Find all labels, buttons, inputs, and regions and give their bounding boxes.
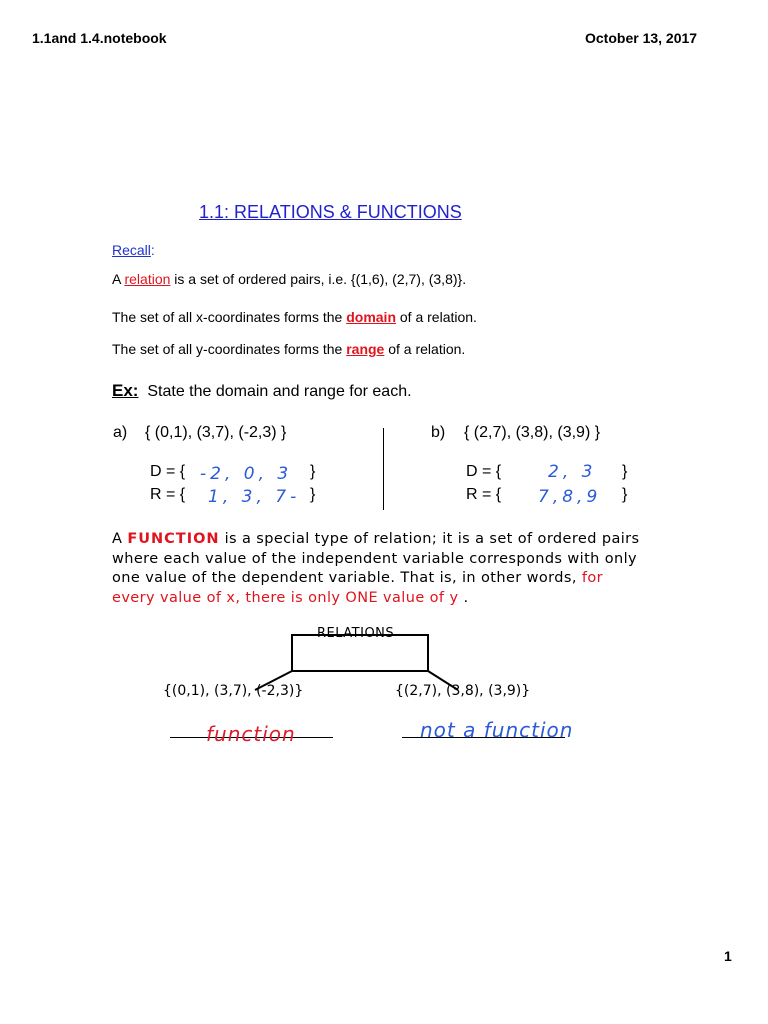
part-a-range-handwriting: 1, 3, 7-	[208, 487, 301, 507]
part-b-range-handwriting: 7,8,9	[538, 487, 602, 507]
right-example-set: {(2,7), (3,8), (3,9)}	[395, 683, 531, 699]
function-def-emphasis: for every value of x, there is only ONE value of y	[112, 570, 604, 606]
recall-colon: :	[150, 242, 155, 258]
part-b-label: b)	[431, 424, 446, 441]
part-a-domain-handwriting: -2, 0, 3	[200, 464, 293, 484]
relation-def-pre: A	[112, 271, 125, 287]
page-title: 1.1: RELATIONS & FUNCTIONS	[199, 202, 462, 222]
ex-label: Ex:	[112, 381, 139, 400]
domain-term: domain	[346, 309, 396, 325]
part-a-domain-label: D = {	[150, 463, 186, 480]
part-a-range-label: R = {	[150, 486, 186, 503]
part-a-set: { (0,1), (3,7), (-2,3) }	[145, 424, 287, 441]
page-number: 1	[724, 948, 732, 964]
recall-label: Recall	[112, 242, 151, 258]
part-a-label: a)	[113, 424, 128, 441]
relations-box-label: RELATIONS	[317, 626, 395, 641]
domain-def-pre: The set of all x-coordinates forms the	[112, 309, 347, 325]
part-b-domain-close: }	[622, 463, 628, 480]
range-def-pre: The set of all y-coordinates forms the	[112, 341, 347, 357]
part-a-range-close: }	[310, 486, 316, 503]
part-b-set: { (2,7), (3,8), (3,9) }	[464, 424, 601, 441]
function-def-pre: A	[112, 531, 128, 547]
left-answer-handwriting: function	[206, 722, 296, 746]
function-term: FUNCTION	[127, 531, 220, 547]
right-answer-handwriting: not a function	[420, 718, 574, 742]
part-b-range-close: }	[622, 486, 628, 503]
ex-instruction: State the domain and range for each.	[147, 383, 412, 400]
function-def-body: is a special type of relation; it is a set of ordered pairs where each value of the independent variable corresponds with only one value of the dependent variable. That is, in other words,	[112, 531, 640, 586]
relation-def-post: is a set of ordered pairs, i.e. {(1,6), (2,7), (3,8)}.	[170, 271, 467, 287]
function-def-end: .	[458, 589, 469, 606]
notebook-filename: 1.1and 1.4.notebook	[32, 30, 167, 46]
domain-def-post: of a relation.	[396, 309, 477, 325]
notebook-date: October 13, 2017	[585, 30, 698, 46]
part-b-range-label: R = {	[466, 486, 502, 503]
left-example-set: {(0,1), (3,7), (-2,3)}	[163, 683, 304, 699]
part-b-domain-label: D = {	[466, 463, 502, 480]
relation-term: relation	[124, 271, 171, 287]
range-term: range	[346, 341, 385, 357]
part-a-domain-close: }	[310, 463, 316, 480]
part-b-domain-handwriting: 2, 3	[548, 462, 597, 482]
range-def-post: of a relation.	[384, 341, 466, 357]
